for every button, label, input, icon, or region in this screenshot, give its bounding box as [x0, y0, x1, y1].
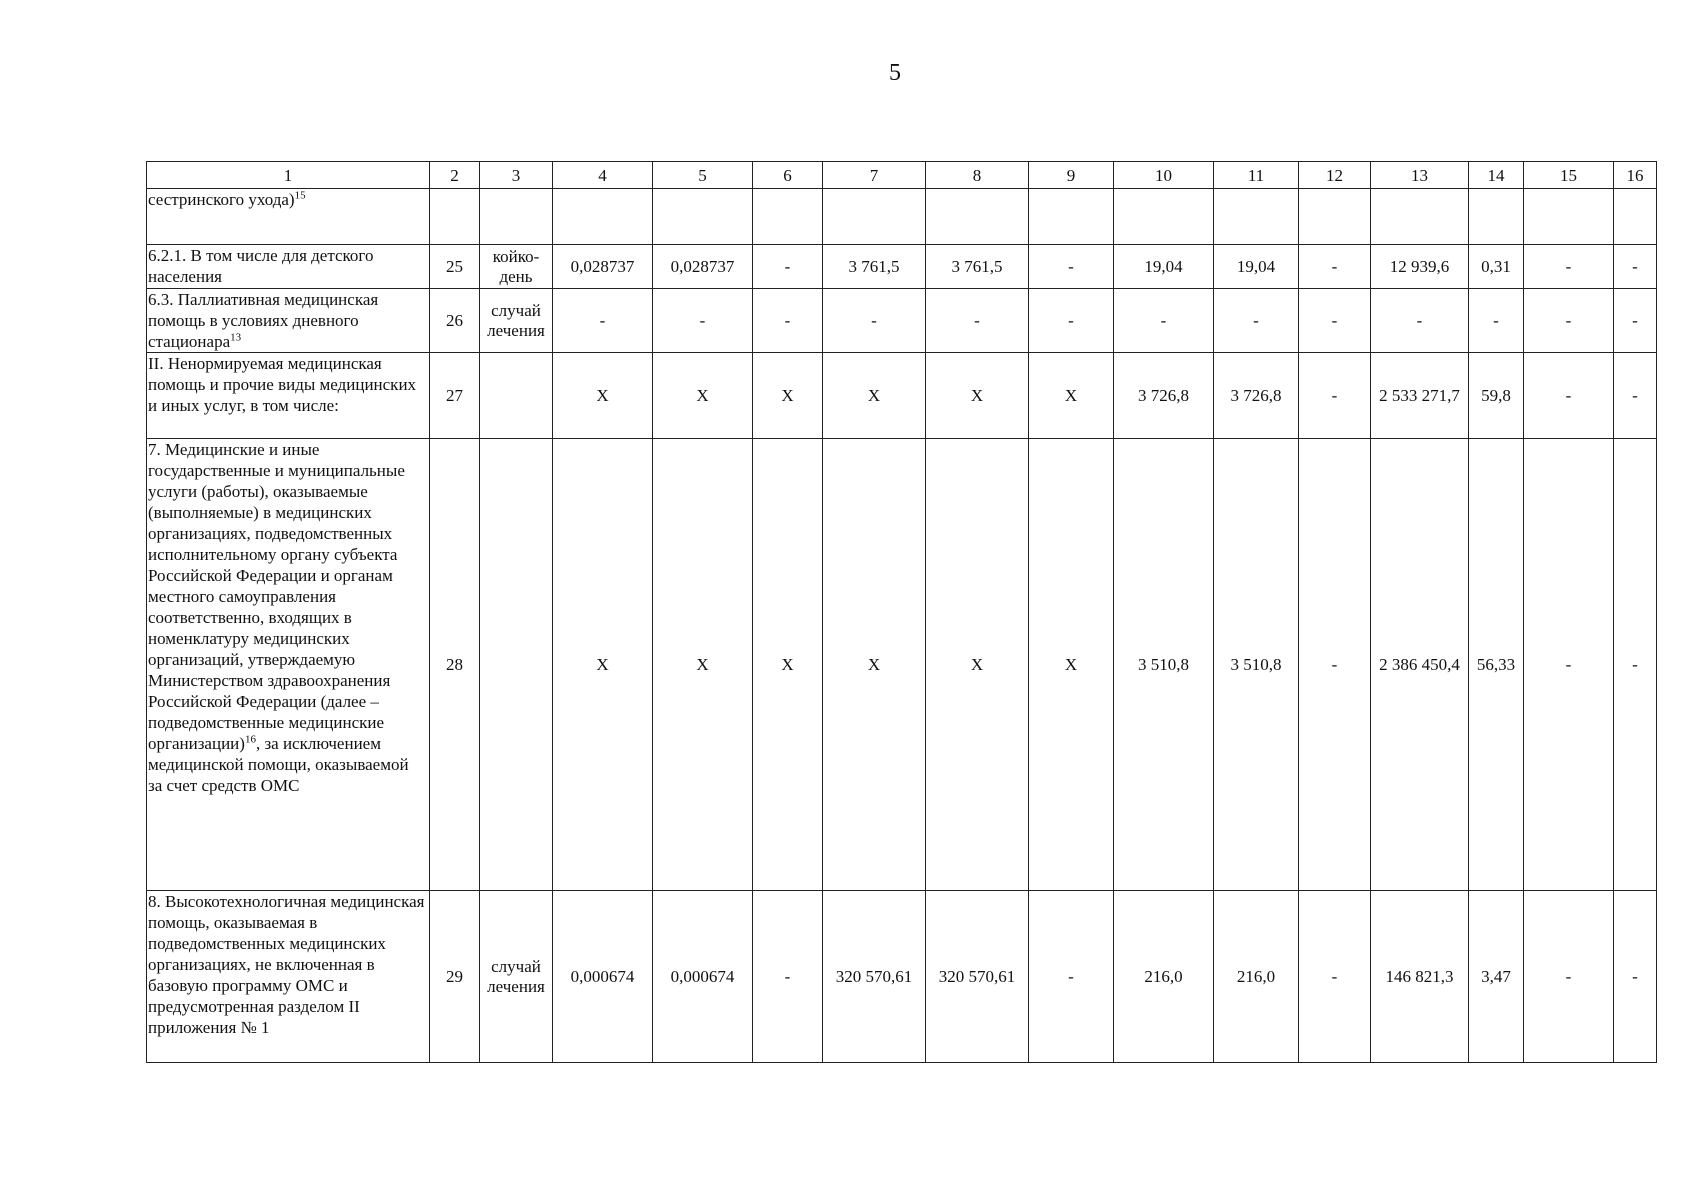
- table-cell: -: [1029, 245, 1114, 289]
- table-cell: 27: [430, 353, 480, 439]
- table-cell: -: [1524, 245, 1614, 289]
- table-cell: 320 570,61: [926, 891, 1029, 1063]
- table-cell: -: [653, 289, 753, 353]
- table-cell: -: [1299, 353, 1371, 439]
- row-label: II. Ненормируемая медицинская помощь и прочие виды медицинских и иных услуг, в том числе:: [147, 353, 430, 439]
- table-cell: -: [1299, 891, 1371, 1063]
- row-label: сестринского ухода)$^{15}$: [147, 189, 430, 245]
- table-cell: -: [1614, 439, 1657, 891]
- table-cell: 28: [430, 439, 480, 891]
- col-header: 6: [753, 162, 823, 189]
- table-cell: -: [1299, 245, 1371, 289]
- table-cell: 25: [430, 245, 480, 289]
- col-header: 15: [1524, 162, 1614, 189]
- table-cell: Х: [823, 439, 926, 891]
- table-cell: 3 726,8: [1214, 353, 1299, 439]
- col-header: 14: [1469, 162, 1524, 189]
- table-cell: [753, 189, 823, 245]
- table-cell: [1029, 189, 1114, 245]
- table-cell: 146 821,3: [1371, 891, 1469, 1063]
- table-cell: 0,028737: [553, 245, 653, 289]
- table-cell: 0,31: [1469, 245, 1524, 289]
- table-cell: [480, 189, 553, 245]
- table-cell: 3,47: [1469, 891, 1524, 1063]
- header-row: [147, 162, 1657, 189]
- row-label: 8. Высокотехнологичная медицинская помощь, оказываемая в подведомственных медицинских организациях, не включенная в базовую программу ОМС и предусмотренная разделом II приложения № 1: [147, 891, 430, 1063]
- table-cell: -: [1524, 439, 1614, 891]
- table-row: [147, 439, 1657, 891]
- table-cell: -: [1614, 353, 1657, 439]
- table-cell: Х: [926, 439, 1029, 891]
- footnote-ref: 16: [244, 733, 256, 746]
- table-cell: -: [1299, 289, 1371, 353]
- table-row: [147, 189, 1657, 245]
- table-cell: 56,33: [1469, 439, 1524, 891]
- col-header: 9: [1029, 162, 1114, 189]
- table-cell: [1214, 189, 1299, 245]
- page-number: 5: [889, 60, 901, 86]
- table-cell: 26: [430, 289, 480, 353]
- table-cell: 12 939,6: [1371, 245, 1469, 289]
- table-cell: -: [926, 289, 1029, 353]
- table-cell: [823, 189, 926, 245]
- row-label: 6.2.1. В том числе для детского населения: [147, 245, 430, 289]
- table-cell: [1299, 189, 1371, 245]
- table-cell: -: [1371, 289, 1469, 353]
- table-cell: 19,04: [1114, 245, 1214, 289]
- table-cell: Х: [1029, 439, 1114, 891]
- table-cell: 2 533 271,7: [1371, 353, 1469, 439]
- table-cell: 29: [430, 891, 480, 1063]
- table-cell: -: [1524, 353, 1614, 439]
- table-cell: -: [1029, 289, 1114, 353]
- table-cell: -: [1469, 289, 1524, 353]
- table-cell: Х: [753, 439, 823, 891]
- table-cell: -: [753, 289, 823, 353]
- table-cell: [480, 353, 553, 439]
- table-cell: -: [1614, 891, 1657, 1063]
- col-header: 1: [147, 162, 430, 189]
- financing-table: [146, 161, 1657, 1063]
- table-cell: 2 386 450,4: [1371, 439, 1469, 891]
- table-cell: случай лечения: [480, 891, 553, 1063]
- table-cell: [553, 189, 653, 245]
- table-cell: [926, 189, 1029, 245]
- table-cell: 216,0: [1214, 891, 1299, 1063]
- table-cell: -: [1214, 289, 1299, 353]
- table-cell: -: [1524, 891, 1614, 1063]
- table-cell: Х: [823, 353, 926, 439]
- table-cell: Х: [926, 353, 1029, 439]
- row-label: 6.3. Паллиативная медицинская помощь в условиях дневного стационара$^{13}$: [147, 289, 430, 353]
- col-header: 13: [1371, 162, 1469, 189]
- table-cell: -: [823, 289, 926, 353]
- table-cell: Х: [553, 353, 653, 439]
- col-header: 11: [1214, 162, 1299, 189]
- col-header: 4: [553, 162, 653, 189]
- table-cell: Х: [753, 353, 823, 439]
- table-cell: -: [1029, 891, 1114, 1063]
- table-cell: -: [1299, 439, 1371, 891]
- table-row: [147, 289, 1657, 353]
- table-cell: 0,028737: [653, 245, 753, 289]
- table-row: [147, 353, 1657, 439]
- row-label: 7. Медицинские и иные государственные и муниципальные услуги (работы), оказываемые (выполняемые) в медицинских организациях, подведомственных исполнительному органу субъекта Российской Федерации и органам местного самоуправления соответственно, входящих в номенклатуру медицинских организаций, утверждаемую Министерством здравоохранения Российской Федерации (далее – подведомственные медицинские организации)$^{16}$, за исключением медицинской помощи, оказываемой за счет средств ОМС: [147, 439, 430, 891]
- table-cell: 3 761,5: [926, 245, 1029, 289]
- table-cell: Х: [553, 439, 653, 891]
- col-header: 2: [430, 162, 480, 189]
- table-cell: койко-день: [480, 245, 553, 289]
- table-cell: [1371, 189, 1469, 245]
- col-header: 5: [653, 162, 753, 189]
- footnote-ref: 15: [294, 189, 306, 202]
- table-cell: -: [553, 289, 653, 353]
- table-cell: 3 510,8: [1214, 439, 1299, 891]
- table-cell: 0,000674: [653, 891, 753, 1063]
- col-header: 16: [1614, 162, 1657, 189]
- table-cell: Х: [1029, 353, 1114, 439]
- table-cell: [1114, 189, 1214, 245]
- col-header: 8: [926, 162, 1029, 189]
- table-cell: -: [1614, 289, 1657, 353]
- table-row: [147, 891, 1657, 1063]
- table-cell: [480, 439, 553, 891]
- col-header: 10: [1114, 162, 1214, 189]
- table-cell: [1524, 189, 1614, 245]
- table-cell: -: [1614, 245, 1657, 289]
- col-header: 12: [1299, 162, 1371, 189]
- table-cell: 0,000674: [553, 891, 653, 1063]
- table-cell: -: [1114, 289, 1214, 353]
- col-header: 7: [823, 162, 926, 189]
- table-cell: [430, 189, 480, 245]
- table-cell: 3 510,8: [1114, 439, 1214, 891]
- table-cell: 320 570,61: [823, 891, 926, 1063]
- table-cell: -: [1524, 289, 1614, 353]
- table-cell: [1614, 189, 1657, 245]
- table-cell: Х: [653, 439, 753, 891]
- table-cell: -: [753, 245, 823, 289]
- table-cell: Х: [653, 353, 753, 439]
- table-cell: 59,8: [1469, 353, 1524, 439]
- table-cell: 19,04: [1214, 245, 1299, 289]
- table-cell: 216,0: [1114, 891, 1214, 1063]
- table-cell: -: [753, 891, 823, 1063]
- table-cell: [653, 189, 753, 245]
- table-cell: случай лечения: [480, 289, 553, 353]
- table-cell: [1469, 189, 1524, 245]
- col-header: 3: [480, 162, 553, 189]
- table-cell: 3 761,5: [823, 245, 926, 289]
- table-cell: 3 726,8: [1114, 353, 1214, 439]
- table-row: [147, 245, 1657, 289]
- footnote-ref: 13: [230, 331, 242, 344]
